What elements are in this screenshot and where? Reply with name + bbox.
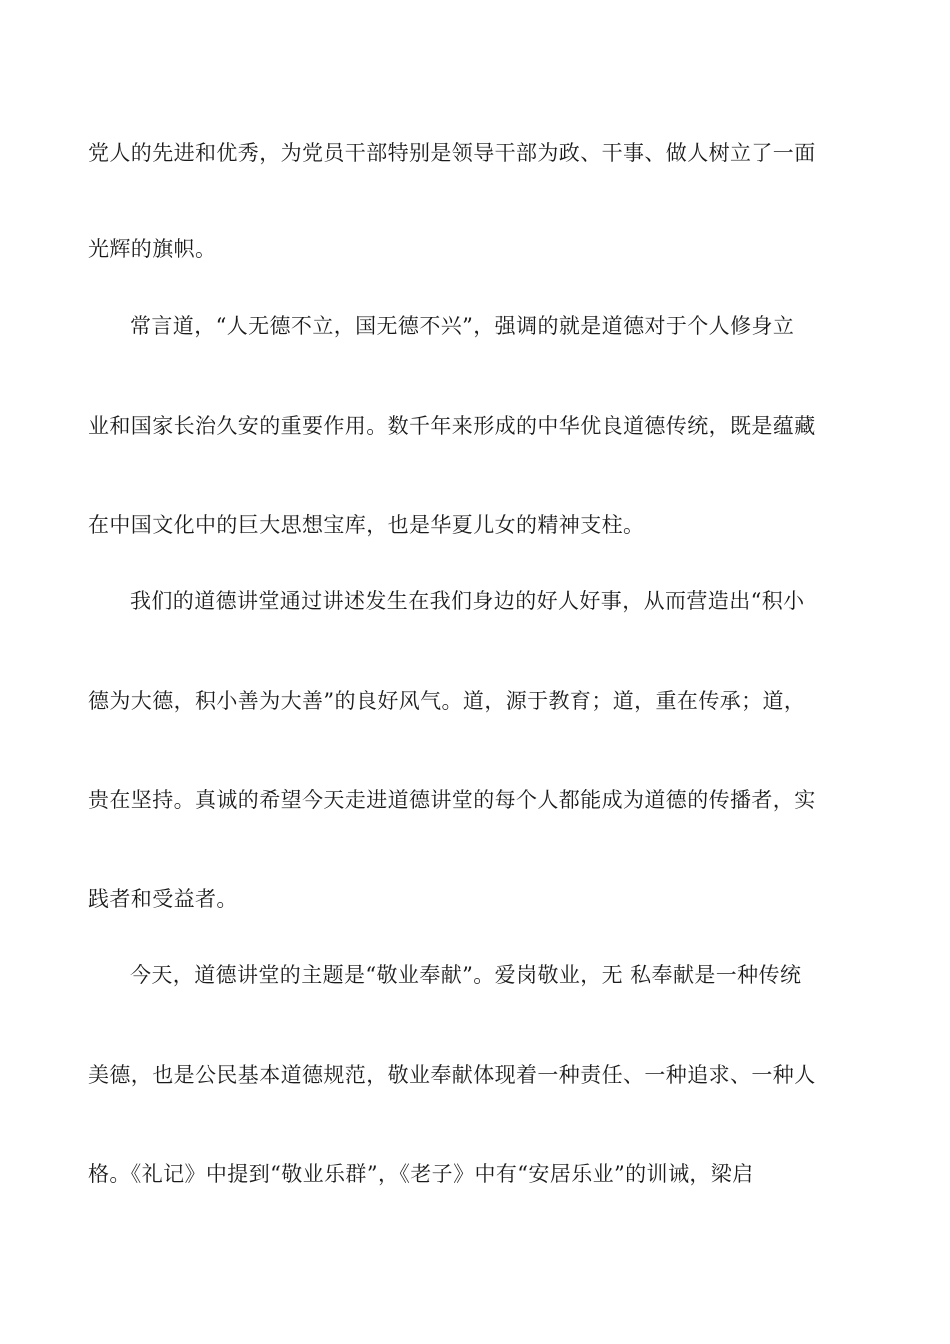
paragraph-line: 光辉的旗帜。	[88, 237, 217, 261]
paragraph-line: 美德，也是公民基本道德规范，敬业奉献体现着一种责任、一种追求、一种人	[88, 1063, 816, 1087]
paragraph-line: 党人的先进和优秀，为党员干部特别是领导干部为政、干事、做人树立了一面	[88, 141, 816, 165]
paragraph-line: 德为大德，积小善为大善”的良好风气。道，源于教育；道，重在传承；道，	[88, 689, 806, 713]
paragraph-line: 贵在坚持。真诚的希望今天走进道德讲堂的每个人都能成为道德的传播者，实	[88, 788, 816, 812]
paragraph-line: 践者和受益者。	[88, 887, 238, 911]
paragraph-line: 我们的道德讲堂通过讲述发生在我们身边的好人好事，从而营造出“积小	[130, 589, 805, 613]
paragraph-line: 格。《礼记》中提到“敬业乐群”，《老子》中有“安居乐业”的训诫，梁启	[88, 1162, 754, 1186]
paragraph-line: 业和国家长治久安的重要作用。数千年来形成的中华优良道德传统，既是蕴藏	[88, 414, 816, 438]
paragraph-line: 在中国文化中的巨大思想宝库，也是华夏儿女的精神支柱。	[88, 513, 645, 537]
paragraph-line: 今天，道德讲堂的主题是“敬业奉献”。爱岗敬业，无 私奉献是一种传统	[130, 963, 802, 987]
paragraph-line: 常言道，“人无德不立，国无德不兴”，强调的就是道德对于个人修身立	[130, 314, 795, 338]
